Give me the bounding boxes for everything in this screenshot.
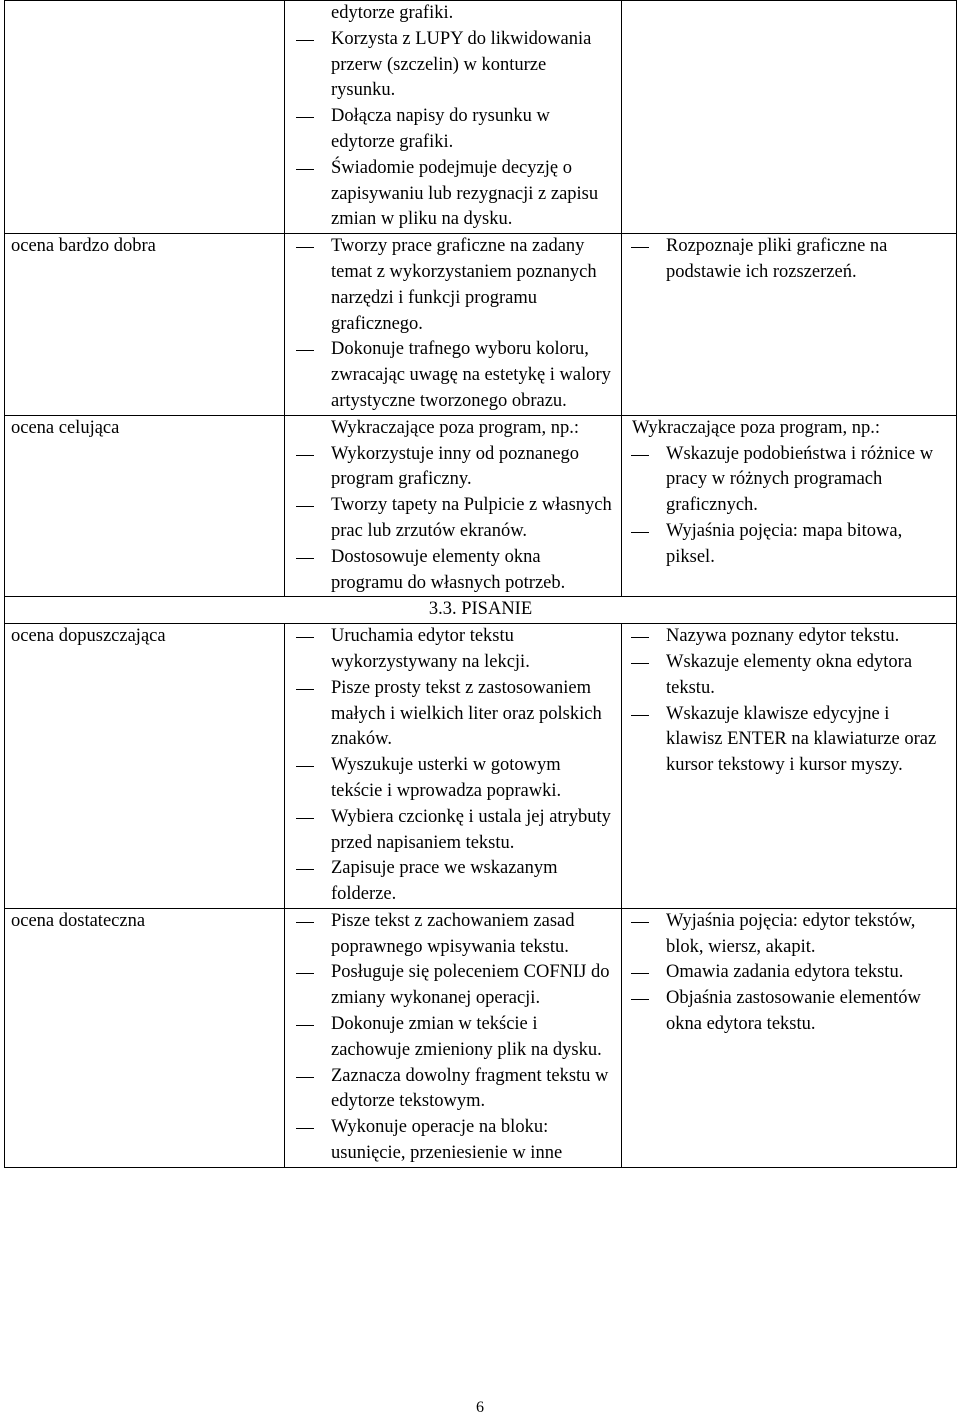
list-item: Zapisuje prace we wskazanym folderze. [291,856,615,908]
table-row [5,234,957,416]
list-item: Tworzy prace graficzne na zadany temat z wykorzystaniem poznanych narzędzi i funkcji programu graficznego. [291,234,615,337]
requirements-cell [285,908,622,1167]
list-item: Wyjaśnia pojęcia: mapa bitowa, piksel. [628,519,950,571]
grade-cell: ocena celująca [5,415,285,597]
list-item: Rozpoznaje pliki graficzne na podstawie ich rozszerzeń. [628,234,950,286]
list-item: Korzysta z LUPY do likwidowania przerw (szczelin) w konturze rysunku. [291,27,615,104]
table-row [5,415,957,597]
grade-cell: ocena bardzo dobra [5,234,285,416]
continued-text: edytorze grafiki. [331,3,454,23]
section-heading-row [5,597,957,624]
list-item: Nazywa poznany edytor tekstu. [628,624,950,650]
requirements-list [628,234,950,286]
list-item: Pisze tekst z zachowaniem zasad poprawnego wpisywania tekstu. [291,909,615,961]
list-item: Posługuje się poleceniem COFNIJ do zmiany wykonanej operacji. [291,960,615,1012]
list-item: Wykonuje operacje na bloku: usunięcie, przeniesienie w inne [291,1115,615,1167]
list-item: Dostosowuje elementy okna programu do własnych potrzeb. [291,545,615,597]
list-item: Wskazuje podobieństwa i różnice w pracy w różnych programach graficznych. [628,442,950,519]
list-item: Dołącza napisy do rysunku w edytorze grafiki. [291,104,615,156]
requirements-list [628,442,950,571]
requirements-table [4,0,957,1168]
list-item: Omawia zadania edytora tekstu. [628,960,950,986]
list-item: Wskazuje elementy okna edytora tekstu. [628,650,950,702]
page-number: 6 [476,1399,484,1416]
list-intro: Wykraczające poza program, np.: [632,417,880,438]
list-intro: Wykraczające poza program, np.: [331,417,579,438]
grade-cell [5,1,285,234]
list-item: Świadomie podejmuje decyzję o zapisywaniu lub rezygnacji z zapisu zmian w pliku na dysku. [291,156,615,233]
grade-cell: ocena dopuszczająca [5,624,285,909]
requirements-list [291,909,615,1167]
requirements-list [628,624,950,779]
extended-requirements-cell [622,415,957,597]
grade-cell: ocena dostateczna [5,908,285,1167]
list-item: Wykorzystuje inny od poznanego program graficzny. [291,442,615,494]
list-item: Tworzy tapety na Pulpicie z własnych prac lub zrzutów ekranów. [291,493,615,545]
list-item: Wyszukuje usterki w gotowym tekście i wprowadza poprawki. [291,753,615,805]
table-row [5,624,957,909]
requirements-cell [285,1,622,234]
requirements-cell [285,624,622,909]
section-heading: 3.3. PISANIE [5,597,957,624]
table-row [5,908,957,1167]
requirements-list [291,27,615,233]
list-item: Uruchamia edytor tekstu wykorzystywany na lekcji. [291,624,615,676]
list-item: Wyjaśnia pojęcia: edytor tekstów, blok, wiersz, akapit. [628,909,950,961]
list-item: Wskazuje klawisze edycyjne i klawisz ENTER na klawiaturze oraz kursor tekstowy i kursor myszy. [628,702,950,779]
table-row [5,1,957,234]
requirements-list [291,442,615,597]
list-item: Zaznacza dowolny fragment tekstu w edytorze tekstowym. [291,1064,615,1116]
list-item: Dokonuje trafnego wyboru koloru, zwracając uwagę na estetykę i walory artystyczne tworzonego obrazu. [291,337,615,414]
list-item: Pisze prosty tekst z zastosowaniem małych i wielkich liter oraz polskich znaków. [291,676,615,753]
extended-requirements-cell [622,908,957,1167]
list-item: Objaśnia zastosowanie elementów okna edytora tekstu. [628,986,950,1038]
extended-requirements-cell [622,624,957,909]
requirements-list [628,909,950,1038]
extended-requirements-cell [622,1,957,234]
requirements-list [291,624,615,908]
list-item: Wybiera czcionkę i ustala jej atrybuty przed napisaniem tekstu. [291,805,615,857]
list-item: Dokonuje zmian w tekście i zachowuje zmieniony plik na dysku. [291,1012,615,1064]
requirements-list [291,234,615,415]
requirements-cell [285,234,622,416]
requirements-cell [285,415,622,597]
extended-requirements-cell [622,234,957,416]
